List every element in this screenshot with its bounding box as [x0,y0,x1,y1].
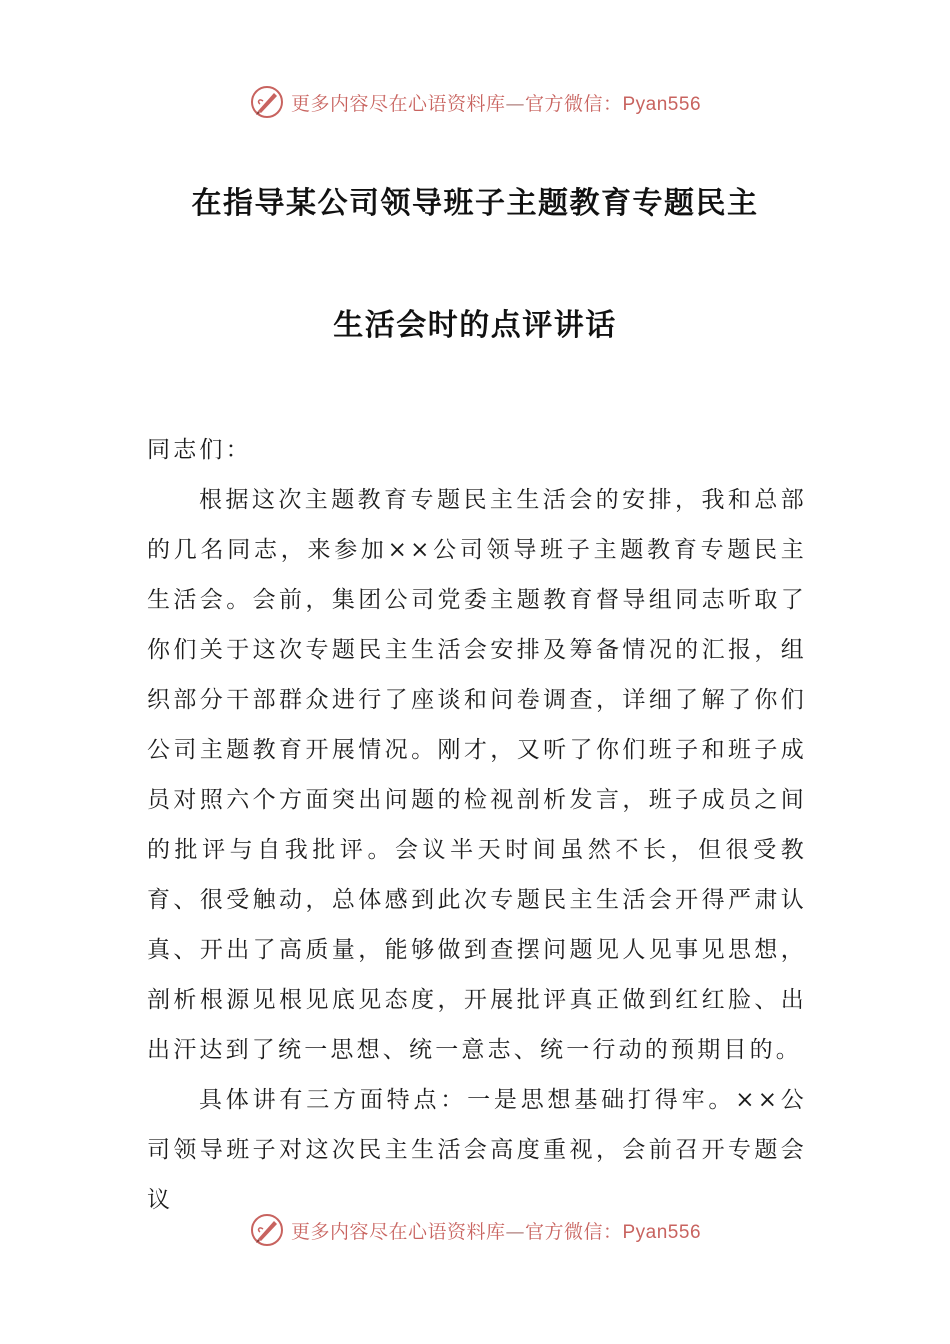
watermark-main: 更多内容尽在心语资料库 [290,1220,506,1243]
document-body [147,425,807,1225]
document-title-line-2: 生活会时的点评讲话 [333,308,617,343]
watermark-separator: — [505,92,525,115]
header-watermark-banner [0,80,950,124]
body-paragraph-1: 根据这次主题教育专题民主生活会的安排，我和总部的几名同志，来参加××公司领导班子主题教育专题民主生活会。会前，集团公司党委主题教育督导组同志听取了你们关于这次专题民主生活会安排及筹备情况的汇报，组织部分干部群众进行了座谈和问卷调查，详细了解了你们公司主题教育开展情况。刚才，又听了你们班子和班子成员对照六个方面突出问题的检视剖析发言，班子成员之间的批评与自我批评。会议半天时间虽然不长，但很受教育、很受触动，总体感到此次专题民主生活会开得严肃认真、开出了高质量，能够做到查摆问题见人见事见思想，剖析根源见根见底见态度，开展批评真正做到红红脸、出出汗达到了统一思想、统一意志、统一行动的预期目的。 [147,487,807,1063]
footer-watermark-banner [0,1208,950,1252]
document-title-line-1: 在指导某公司领导班子主题教育专题民主 [191,186,759,221]
watermark-separator: — [505,1220,525,1243]
watermark-suffix: 官方微信： [524,1220,623,1243]
watermark-main: 更多内容尽在心语资料库 [290,92,506,115]
body-paragraph-2: 具体讲有三方面特点：一是思想基础打得牢。××公司领导班子对这次民主生活会高度重视，会前召开专题会议 [147,1087,807,1213]
watermark-text [291,89,701,116]
salutation: 同志们： [147,437,252,463]
watermark-handle: Pyan556 [622,93,702,115]
watermark-suffix: 官方微信： [524,92,623,115]
quill-logo-icon [249,1212,285,1248]
quill-logo-icon [249,84,285,120]
watermark-text [291,1217,701,1244]
watermark-handle: Pyan556 [622,1221,702,1243]
